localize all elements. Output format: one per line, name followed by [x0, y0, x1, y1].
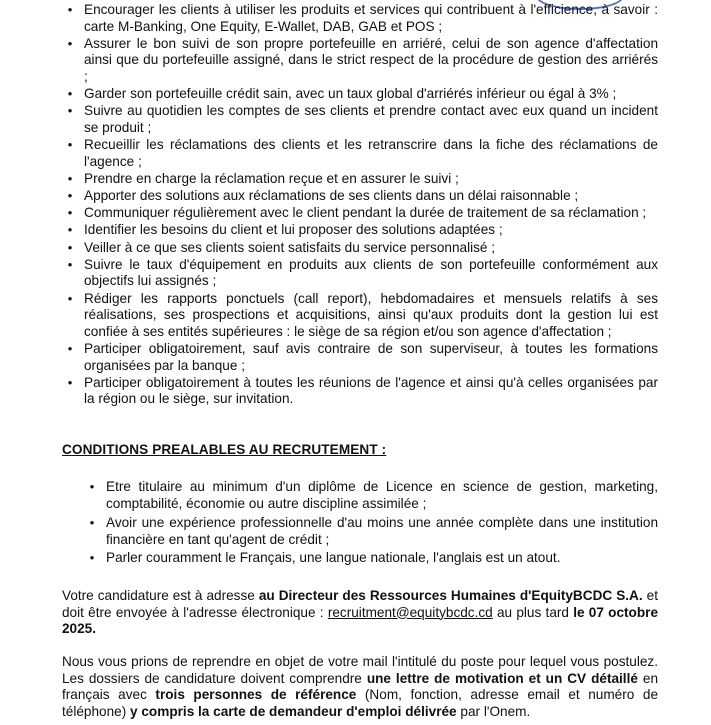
bullet-icon: •: [67, 137, 73, 153]
list-item-text: Etre titulaire au minimum d'un diplôme de Licence en science de gestion, marketing, comptabilité, économie ou autre discipline assimilée ;: [106, 479, 658, 512]
bullet-icon: •: [67, 86, 73, 102]
list-item: [67, 341, 658, 374]
bullet-icon: •: [67, 205, 73, 221]
recruitment-email-link[interactable]: recruitment@equitybcdc.cd: [327, 604, 493, 620]
list-item-text: Parler couramment le Français, une langue nationale, l'anglais est un atout.: [106, 550, 561, 566]
instructions-emphasis: trois personnes de référence: [155, 687, 357, 703]
list-item: [89, 549, 658, 566]
instructions-emphasis: y compris la carte de demandeur d'emploi délivrée: [130, 703, 457, 719]
list-item-text: Assurer le bon suivi de son propre portefeuille en arriéré, celui de son agence d'affectation ainsi que du portefeuille assigné, dans le strict respect de la procédure de gestion des arriérés ;: [84, 35, 658, 84]
bullet-icon: •: [67, 2, 73, 17]
bullet-icon: •: [67, 239, 73, 255]
application-text: et doit être envoyée à l'adresse électronique :: [62, 588, 658, 620]
bullet-icon: •: [67, 103, 73, 119]
list-item-text: Apporter des solutions aux réclamations de ses clients dans un délai raisonnable ;: [84, 188, 579, 204]
instructions-text: Nous vous prions de reprendre en objet de votre mail l'intitulé du poste pour lequel vous postulez. Les dossiers de candidature doivent comprendre: [62, 654, 658, 686]
list-item-text: Avoir une expérience professionnelle d'au moins une année complète dans une institution financière en tant qu'agent de crédit ;: [106, 514, 658, 548]
list-item-text: Rédiger les rapports ponctuels (call report), hebdomadaires et mensuels relatifs à ses réalisations, ses prospections et acquisitions, ainsi qu'aux produits dont la gestion lui est confiée à ses entités supérieures : le siège de sa région et/ou son agence d'affectation ;: [84, 290, 658, 339]
bullet-icon: •: [67, 374, 73, 390]
list-item: [67, 137, 658, 170]
list-item: [67, 205, 658, 222]
instructions-text: par l'Onem.: [456, 703, 531, 719]
instructions-text: en français avec: [62, 670, 658, 703]
conditions-heading: CONDITIONS PREALABLES AU RECRUTEMENT :: [62, 442, 387, 457]
bullet-icon: •: [89, 479, 95, 494]
responsibilities-list: [67, 2, 658, 409]
list-item-text: Communiquer régulièrement avec le client pendant la durée de traitement de sa réclamation ;: [84, 205, 647, 221]
bullet-icon: •: [67, 256, 73, 272]
list-item: [67, 239, 658, 257]
list-item-text: Encourager les clients à utiliser les produits et services qui contribuent à l'efficience, à savoir : carte M-Banking, One Equity, E-Wallet, DAB, GAB et POS ;: [84, 2, 658, 34]
bullet-icon: •: [89, 514, 95, 530]
list-item-text: Suivre au quotidien les comptes de ses clients et prendre contact avec eux quand un incident se produit ;: [84, 103, 658, 135]
list-item: [67, 256, 658, 290]
list-item: [67, 2, 658, 35]
list-item-text: Suivre le taux d'équipement en produits aux clients de son portefeuille conformément aux objectifs lui assignés ;: [84, 256, 658, 289]
application-text: au plus tard: [492, 604, 574, 620]
bullet-icon: •: [67, 35, 73, 51]
instructions-emphasis: une lettre de motivation et un CV détaillé: [366, 670, 638, 686]
list-item: [67, 374, 658, 408]
bullet-icon: •: [67, 341, 73, 356]
application-paragraph: [62, 588, 658, 638]
application-deadline: le 07 octobre 2025.: [62, 604, 659, 637]
list-item-text: Garder son portefeuille crédit sain, avec un taux global d'arriérés inférieur ou égal à 3% ;: [84, 86, 617, 102]
list-item: [67, 35, 658, 86]
list-item-text: Recueillir les réclamations des clients et les retranscrire dans la fiche des réclamations de l'agence ;: [84, 137, 658, 169]
list-item-text: Identifier les besoins du client et lui proposer des solutions adaptées ;: [84, 222, 503, 238]
list-item-text: Prendre en charge la réclamation reçue et en assurer le suivi ;: [84, 170, 459, 186]
bullet-icon: •: [67, 222, 73, 238]
bullet-icon: •: [67, 290, 73, 306]
bullet-icon: •: [67, 170, 73, 186]
list-item: [67, 222, 658, 239]
instructions-paragraph: [62, 654, 658, 720]
list-item: [67, 290, 658, 341]
list-item-text: Participer obligatoirement, sauf avis contraire de son superviseur, à toutes les formations organisées par la banque ;: [84, 341, 658, 373]
instructions-text: (Nom, fonction, adresse email et numéro de téléphone): [62, 687, 658, 719]
list-item-text: Participer obligatoirement à toutes les réunions de l'agence et ainsi qu'à celles organisées par la région ou le siège, sur invitation.: [84, 374, 658, 407]
list-item: [67, 86, 658, 103]
list-item: [89, 478, 658, 513]
list-item: [67, 170, 658, 188]
list-item: [89, 514, 658, 549]
bullet-icon: •: [67, 188, 73, 204]
application-recipient: au Directeur des Ressources Humaines d'EquityBCDC S.A.: [258, 588, 643, 603]
conditions-list: [89, 478, 658, 567]
list-item: [67, 188, 658, 205]
list-item: [67, 103, 658, 136]
list-item-text: Veiller à ce que ses clients soient satisfaits du service personnalisé ;: [84, 239, 496, 255]
application-text: Votre candidature est à adresse: [62, 588, 259, 603]
bullet-icon: •: [89, 550, 95, 566]
